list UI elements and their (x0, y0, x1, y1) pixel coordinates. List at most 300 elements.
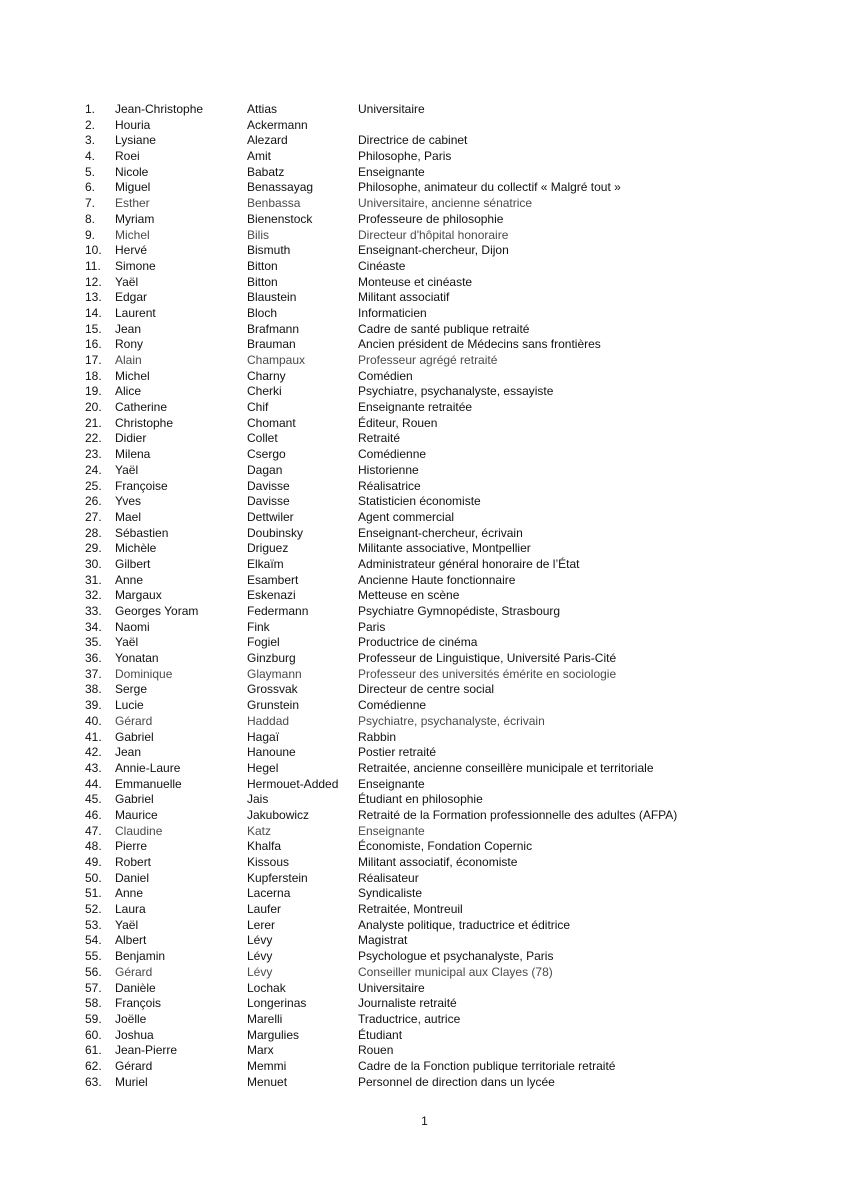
item-number: 53. (85, 917, 102, 932)
last-name: Dagan (247, 462, 283, 477)
list-item (0, 714, 849, 730)
list-item (0, 526, 849, 542)
last-name: Khalfa (247, 839, 282, 854)
item-number: 40. (85, 713, 102, 728)
list-item (0, 353, 849, 369)
description: Informaticien (358, 305, 427, 320)
first-name: Joshua (115, 1027, 154, 1042)
list-item (0, 479, 849, 495)
list-item (0, 620, 849, 636)
list-item (0, 133, 849, 149)
item-number: 15. (85, 321, 102, 336)
item-number: 4. (85, 149, 96, 164)
last-name: Csergo (247, 447, 286, 462)
list-item (0, 682, 849, 698)
description: Universitaire (358, 102, 425, 116)
page-number: 1 (421, 1114, 428, 1128)
last-name: Grossvak (247, 682, 298, 697)
item-number: 54. (85, 933, 102, 948)
last-name: Marx (247, 1043, 274, 1058)
last-name: Grunstein (247, 698, 300, 713)
item-number: 13. (85, 290, 102, 305)
list-item (0, 384, 849, 400)
description: Psychiatre, psychanalyste, essayiste (358, 384, 554, 399)
description: Cadre de santé publique retraité (358, 321, 530, 336)
list-item (0, 1059, 849, 1075)
first-name: Alice (115, 384, 142, 399)
item-number: 59. (85, 1011, 102, 1026)
first-name: Jean-Christophe (115, 102, 204, 116)
last-name: Kissous (247, 855, 290, 869)
first-name: Miguel (115, 180, 151, 195)
first-name: Joëlle (115, 1011, 147, 1026)
list-item (0, 494, 849, 510)
first-name: Simone (115, 258, 156, 273)
first-name: Lysiane (115, 133, 156, 148)
last-name: Jakubowicz (247, 807, 310, 822)
list-item (0, 275, 849, 291)
description: Professeure de philosophie (358, 211, 504, 226)
last-name: Fink (247, 619, 270, 634)
last-name: Attias (247, 102, 278, 116)
last-name: Doubinsky (247, 525, 304, 540)
item-number: 47. (85, 823, 102, 838)
item-number: 43. (85, 760, 102, 775)
description: Comédienne (358, 447, 427, 462)
last-name: Brauman (247, 337, 296, 352)
last-name: Kupferstein (247, 870, 308, 885)
list-item (0, 306, 849, 322)
last-name: Esambert (247, 572, 299, 587)
first-name: Jean (115, 745, 142, 760)
last-name: Champaux (247, 353, 306, 367)
item-number: 3. (85, 133, 96, 148)
description: Enseignante (358, 776, 425, 791)
last-name: Cherki (247, 384, 282, 399)
item-number: 36. (85, 651, 102, 666)
item-number: 38. (85, 682, 102, 697)
item-number: 55. (85, 949, 102, 964)
last-name: Menuet (247, 1074, 288, 1089)
item-number: 9. (85, 227, 96, 242)
last-name: Bitton (247, 274, 278, 289)
description: Philosophe, Paris (358, 149, 452, 164)
description: Comédienne (358, 698, 427, 713)
first-name: Anne (115, 886, 144, 901)
item-number: 19. (85, 384, 102, 399)
first-name: Gérard (115, 964, 153, 979)
item-number: 1. (85, 102, 96, 116)
description: Étudiant (358, 1027, 403, 1042)
first-name: Rony (115, 337, 144, 352)
first-name: Roei (115, 149, 140, 164)
description: Universitaire (358, 980, 425, 995)
list-item (0, 698, 849, 714)
item-number: 25. (85, 478, 102, 493)
item-number: 32. (85, 588, 102, 603)
first-name: Yonatan (115, 651, 159, 666)
first-name: Yaël (115, 917, 139, 932)
description: Philosophe, animateur du collectif « Malgré tout » (358, 180, 621, 195)
list-item (0, 918, 849, 934)
description: Comédien (358, 368, 413, 383)
description: Économiste, Fondation Copernic (358, 839, 533, 854)
last-name: Bismuth (247, 243, 291, 258)
first-name: Anne (115, 572, 144, 587)
list-item (0, 745, 849, 761)
list-item (0, 824, 849, 840)
first-name: Gérard (115, 1058, 153, 1073)
item-number: 20. (85, 400, 102, 415)
list-item (0, 902, 849, 918)
item-number: 46. (85, 807, 102, 822)
description: Administrateur général honoraire de l’État (358, 556, 580, 571)
last-name: Davisse (247, 494, 290, 509)
last-name: Davisse (247, 478, 290, 493)
description: Ancien président de Médecins sans frontières (358, 337, 601, 352)
list-item (0, 761, 849, 777)
list-item (0, 400, 849, 416)
list-item (0, 730, 849, 746)
description: Réalisateur (358, 870, 419, 885)
last-name: Hanoune (247, 745, 296, 760)
item-number: 45. (85, 792, 102, 807)
description: Syndicaliste (358, 886, 423, 901)
list-item (0, 447, 849, 463)
list-item (0, 557, 849, 573)
first-name: Emmanuelle (115, 776, 182, 791)
first-name: Jean (115, 321, 142, 336)
description: Ancienne Haute fonctionnaire (358, 572, 516, 587)
item-number: 41. (85, 729, 102, 744)
description: Enseignante (358, 823, 425, 838)
description: Retraité de la Formation professionnelle des adultes (AFPA) (358, 807, 678, 822)
last-name: Brafmann (247, 321, 300, 336)
first-name: Françoise (115, 478, 168, 493)
description: Rouen (358, 1043, 394, 1058)
list-item (0, 416, 849, 432)
list-item (0, 463, 849, 479)
description: Militant associatif, économiste (358, 855, 518, 869)
last-name: Elkaïm (247, 556, 284, 571)
list-item (0, 322, 849, 338)
last-name: Ackermann (247, 117, 308, 132)
list-item (0, 635, 849, 651)
item-number: 37. (85, 666, 102, 681)
first-name: Esther (115, 196, 150, 211)
description: Directrice de cabinet (358, 133, 468, 148)
list-item (0, 1075, 849, 1091)
list-item (0, 510, 849, 526)
last-name: Haddad (247, 713, 290, 728)
description: Statisticien économiste (358, 494, 481, 509)
first-name: Milena (115, 447, 151, 462)
last-name: Bloch (247, 305, 278, 320)
description: Paris (358, 619, 386, 634)
list-item (0, 369, 849, 385)
list-item (0, 651, 849, 667)
list-item (0, 981, 849, 997)
list-item (0, 431, 849, 447)
description: Productrice de cinéma (358, 635, 478, 650)
description: Enseignante retraitée (358, 400, 473, 415)
first-name: Myriam (115, 211, 155, 226)
list-item (0, 792, 849, 808)
last-name: Benassayag (247, 180, 314, 195)
first-name: Naomi (115, 619, 150, 634)
first-name: Yves (115, 494, 142, 509)
first-name: Annie-Laure (115, 760, 181, 775)
last-name: Ginzburg (247, 651, 296, 666)
last-name: Dettwiler (247, 509, 294, 524)
item-number: 30. (85, 556, 102, 571)
first-name: Lucie (115, 698, 144, 713)
description: Cadre de la Fonction publique territoriale retraité (358, 1058, 616, 1073)
description: Personnel de direction dans un lycée (358, 1074, 555, 1089)
description: Directeur d'hôpital honoraire (358, 227, 509, 242)
last-name: Laufer (247, 902, 282, 917)
first-name: Gabriel (115, 792, 154, 807)
last-name: Lévy (247, 949, 273, 964)
item-number: 57. (85, 980, 102, 995)
item-number: 11. (85, 258, 101, 273)
item-number: 51. (85, 886, 102, 901)
list-item (0, 165, 849, 181)
description: Professeur des universités émérite en sociologie (358, 666, 617, 681)
description: Universitaire, ancienne sénatrice (358, 196, 533, 211)
item-number: 2. (85, 117, 96, 132)
item-number: 42. (85, 745, 102, 760)
last-name: Lerer (247, 917, 276, 932)
description: Analyste politique, traductrice et éditrice (358, 917, 571, 932)
item-number: 12. (85, 274, 102, 289)
description: Enseignant-chercheur, Dijon (358, 243, 509, 258)
list-item (0, 667, 849, 683)
last-name: Eskenazi (247, 588, 296, 603)
description: Retraité (358, 431, 401, 446)
item-number: 49. (85, 855, 102, 869)
description: Psychiatre Gymnopédiste, Strasbourg (358, 604, 561, 618)
description: Militant associatif (358, 290, 450, 305)
description: Monteuse et cinéaste (358, 274, 473, 289)
signatory-list (0, 102, 849, 1090)
list-item (0, 777, 849, 793)
last-name: Lévy (247, 933, 273, 948)
item-number: 31. (85, 572, 102, 587)
last-name: Amit (247, 149, 271, 164)
last-name: Benbassa (247, 196, 301, 211)
list-item (0, 1028, 849, 1044)
last-name: Collet (247, 431, 278, 446)
list-item (0, 573, 849, 589)
item-number: 18. (85, 368, 102, 383)
description: Traductrice, autrice (358, 1011, 461, 1026)
list-item (0, 604, 849, 620)
item-number: 23. (85, 447, 102, 462)
item-number: 63. (85, 1074, 102, 1089)
last-name: Hegel (247, 760, 279, 775)
first-name: Catherine (115, 400, 168, 415)
description: Éditeur, Rouen (358, 415, 438, 430)
last-name: Chomant (247, 415, 296, 430)
list-item (0, 933, 849, 949)
item-number: 52. (85, 902, 102, 917)
last-name: Memmi (247, 1058, 287, 1073)
list-item (0, 228, 849, 244)
item-number: 6. (85, 180, 96, 195)
list-item (0, 196, 849, 212)
first-name: Serge (115, 682, 148, 697)
last-name: Babatz (247, 164, 285, 179)
first-name: Dominique (115, 666, 173, 681)
item-number: 26. (85, 494, 102, 509)
last-name: Blaustein (247, 290, 297, 305)
first-name: Sébastien (115, 525, 169, 540)
description: Professeur agrégé retraité (358, 353, 498, 367)
first-name: Jean-Pierre (115, 1043, 178, 1058)
first-name: Danièle (115, 980, 156, 995)
description: Enseignante (358, 164, 425, 179)
last-name: Chif (247, 400, 269, 415)
description: Enseignant-chercheur, écrivain (358, 525, 523, 540)
item-number: 29. (85, 541, 102, 556)
last-name: Bilis (247, 227, 270, 242)
first-name: Margaux (115, 588, 162, 603)
last-name: Lacerna (247, 886, 291, 901)
item-number: 8. (85, 211, 96, 226)
item-number: 34. (85, 619, 102, 634)
first-name: François (115, 996, 162, 1011)
list-item (0, 180, 849, 196)
description: Magistrat (358, 933, 408, 948)
first-name: Yaël (115, 635, 139, 650)
list-item (0, 149, 849, 165)
item-number: 61. (85, 1043, 102, 1058)
item-number: 28. (85, 525, 102, 540)
first-name: Laurent (115, 305, 156, 320)
list-item (0, 102, 849, 118)
first-name: Yaël (115, 274, 139, 289)
list-item (0, 243, 849, 259)
first-name: Michel (115, 227, 150, 242)
description: Psychologue et psychanalyste, Paris (358, 949, 554, 964)
first-name: Edgar (115, 290, 148, 305)
item-number: 27. (85, 509, 102, 524)
first-name: Mael (115, 509, 142, 524)
item-number: 24. (85, 462, 102, 477)
last-name: Katz (247, 823, 272, 838)
description: Cinéaste (358, 258, 406, 273)
list-item (0, 1012, 849, 1028)
last-name: Margulies (247, 1027, 300, 1042)
last-name: Lévy (247, 964, 273, 979)
item-number: 7. (85, 196, 96, 211)
description: Agent commercial (358, 509, 455, 524)
item-number: 16. (85, 337, 102, 352)
first-name: Gérard (115, 713, 153, 728)
description: Conseiller municipal aux Clayes (78) (358, 964, 553, 979)
list-item (0, 871, 849, 887)
item-number: 39. (85, 698, 102, 713)
first-name: Robert (115, 855, 152, 869)
item-number: 62. (85, 1058, 102, 1073)
item-number: 21. (85, 415, 102, 430)
item-number: 5. (85, 164, 96, 179)
first-name: Gilbert (115, 556, 151, 571)
last-name: Longerinas (247, 996, 307, 1011)
first-name: Laura (115, 902, 146, 917)
last-name: Hermouet-Added (247, 776, 339, 791)
last-name: Jais (247, 792, 269, 807)
description: Metteuse en scène (358, 588, 460, 603)
list-item (0, 886, 849, 902)
description: Étudiant en philosophie (358, 792, 483, 807)
description: Journaliste retraité (358, 996, 457, 1011)
description: Directeur de centre social (358, 682, 495, 697)
description: Psychiatre, psychanalyste, écrivain (358, 713, 545, 728)
item-number: 50. (85, 870, 102, 885)
item-number: 58. (85, 996, 102, 1011)
first-name: Claudine (115, 823, 163, 838)
description: Militante associative, Montpellier (358, 541, 531, 556)
first-name: Pierre (115, 839, 148, 854)
description: Réalisatrice (358, 478, 421, 493)
list-item (0, 1043, 849, 1059)
item-number: 48. (85, 839, 102, 854)
last-name: Lochak (247, 980, 286, 995)
last-name: Glaymann (247, 666, 302, 681)
description: Historienne (358, 462, 419, 477)
list-item (0, 996, 849, 1012)
first-name: Christophe (115, 415, 174, 430)
description: Professeur de Linguistique, Université Paris-Cité (358, 651, 617, 666)
first-name: Yaël (115, 462, 139, 477)
last-name: Bienenstock (247, 211, 313, 226)
first-name: Didier (115, 431, 147, 446)
first-name: Nicole (115, 164, 149, 179)
last-name: Federmann (247, 604, 309, 618)
first-name: Hervé (115, 243, 148, 258)
first-name: Michèle (115, 541, 157, 556)
list-item (0, 290, 849, 306)
last-name: Alezard (247, 133, 288, 148)
first-name: Houria (115, 117, 151, 132)
item-number: 14. (85, 305, 102, 320)
first-name: Georges Yoram (115, 604, 199, 618)
list-item (0, 259, 849, 275)
first-name: Benjamin (115, 949, 166, 964)
last-name: Bitton (247, 258, 278, 273)
description: Retraitée, Montreuil (358, 902, 463, 917)
first-name: Albert (115, 933, 147, 948)
last-name: Charny (247, 368, 286, 383)
list-item (0, 588, 849, 604)
description: Rabbin (358, 729, 397, 744)
item-number: 56. (85, 964, 102, 979)
last-name: Hagaï (247, 729, 280, 744)
first-name: Gabriel (115, 729, 154, 744)
item-number: 33. (85, 604, 102, 618)
item-number: 60. (85, 1027, 102, 1042)
first-name: Muriel (115, 1074, 148, 1089)
list-item (0, 337, 849, 353)
list-item (0, 965, 849, 981)
first-name: Daniel (115, 870, 150, 885)
description: Postier retraité (358, 745, 437, 760)
list-item (0, 855, 849, 871)
list-item (0, 949, 849, 965)
last-name: Driguez (247, 541, 289, 556)
